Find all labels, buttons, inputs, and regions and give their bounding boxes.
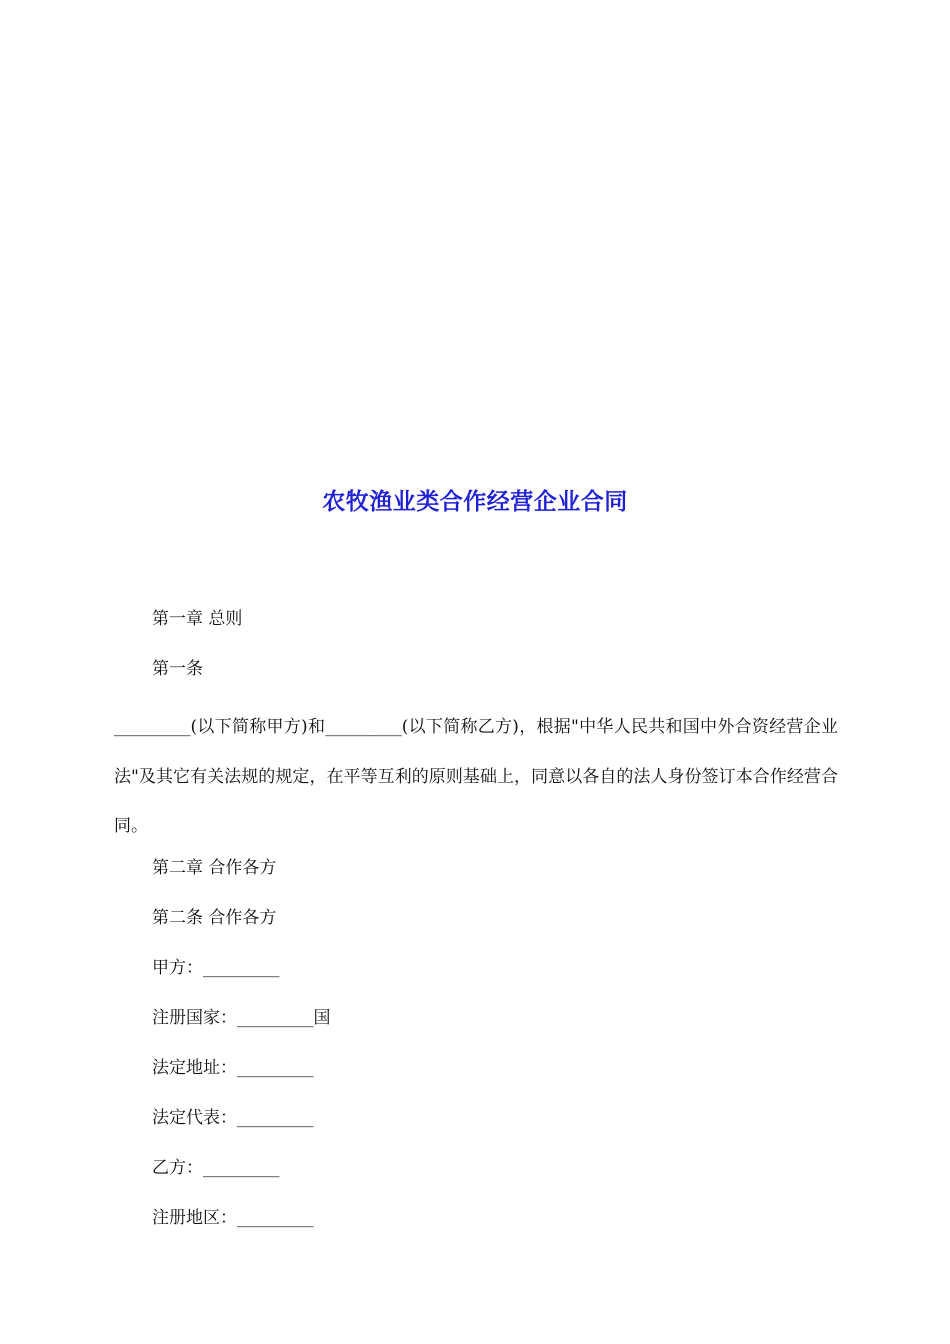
document-title: 农牧渔业类合作经营企业合同 — [322, 489, 628, 515]
legal-address-line: 法定地址：_________ — [152, 1058, 314, 1078]
article-1-heading: 第一条 — [152, 659, 203, 679]
party-b-line: 乙方：_________ — [152, 1158, 280, 1178]
registered-region-line: 注册地区：_________ — [152, 1208, 314, 1228]
article-1-body: _________(以下简称甲方)和_________(以下简称乙方)，根据"中华人民共和国中外合资经营企业法"及其它有关法规的规定，在平等互利的原则基础上，同意以各自的法人身份签订本合作经营合同。 — [114, 717, 838, 836]
registered-country-line: 注册国家：_________国 — [152, 1008, 331, 1028]
party-a-line: 甲方：_________ — [152, 958, 280, 978]
chapter-1-heading: 第一章 总则 — [152, 609, 243, 629]
chapter-2-heading: 第二章 合作各方 — [152, 858, 277, 878]
legal-representative-line: 法定代表：_________ — [152, 1108, 314, 1128]
article-2-heading: 第二条 合作各方 — [152, 908, 277, 928]
